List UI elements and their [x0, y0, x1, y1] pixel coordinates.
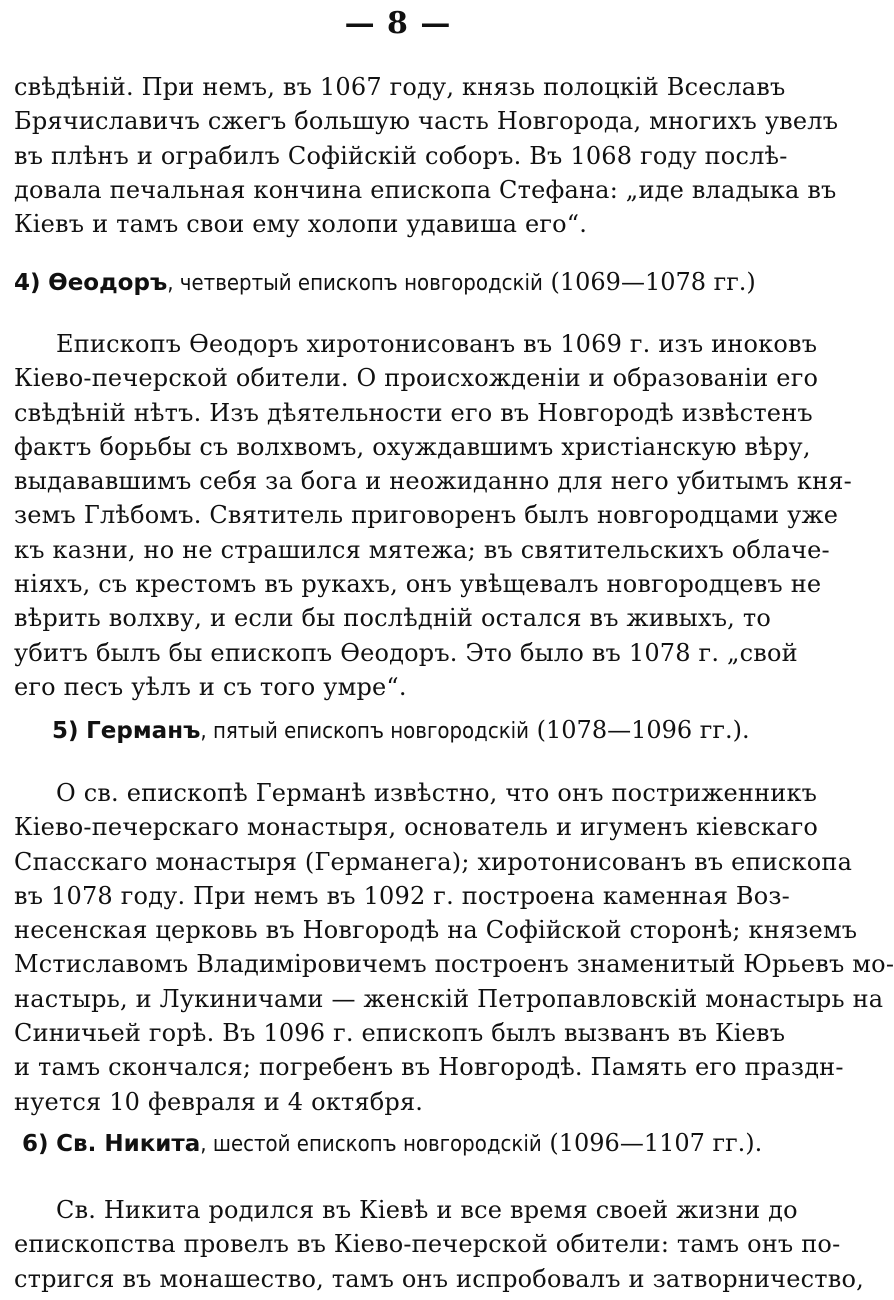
text-line: въ плѣнъ и ограбилъ Софійскій соборъ. Въ 1068 году послѣ-: [14, 141, 788, 170]
text-line: Брячиславичъ сжегъ большую часть Новгорода, многихъ увелъ: [14, 107, 839, 136]
text-line: Кіево-печерской обители. О происхожденіи и образованіи его: [14, 364, 819, 393]
paragraph-german: [14, 776, 894, 1119]
paragraph-nikita: [14, 1193, 864, 1296]
text-line: епископства провелъ въ Кіево-печерской обители: тамъ онъ по-: [14, 1230, 841, 1259]
text-line: Кіевъ и тамъ свои ему холопи удавиша его“.: [14, 210, 588, 239]
bishop-years: (1078—1096 гг.).: [536, 716, 750, 744]
text-line: свѣдѣній. При немъ, въ 1067 году, князь полоцкій Всеславъ: [14, 73, 786, 101]
text-line: стригся въ монашество, тамъ онъ испробовалъ и затворничество,: [14, 1264, 864, 1293]
bishop-years: (1096—1107 гг.).: [549, 1129, 763, 1157]
text-line: довала печальная кончина епископа Стефана: „иде владыка въ: [14, 175, 837, 204]
bishop-title: , шестой епископъ новгородскій: [200, 1132, 542, 1157]
text-line: земъ Глѣбомъ. Святитель приговоренъ былъ новгородцами уже: [14, 501, 839, 530]
text-line: настырь, и Лукиничами — женскій Петропавловскій монастырь на: [14, 984, 884, 1013]
section-heading-german: [52, 713, 820, 749]
text-line: несенская церковь въ Новгородѣ на Софійской сторонѣ; княземъ: [14, 916, 858, 945]
text-line: нуется 10 февраля и 4 октября.: [14, 1087, 424, 1116]
text-line: въ 1078 году. При немъ въ 1092 г. построена каменная Воз-: [14, 881, 790, 910]
bishop-years: (1069—1078 гг.): [550, 268, 756, 296]
text-line: ніяхъ, съ крестомъ въ рукахъ, онъ увѣщевалъ новгородцевъ не: [14, 570, 822, 599]
section-heading-feodor: [14, 265, 782, 301]
section-number: 4): [14, 270, 41, 296]
paragraph-continuation: [14, 70, 839, 241]
bishop-title: , четвертый епископъ новгородскій: [167, 271, 543, 296]
bishop-name: Германъ: [86, 718, 201, 744]
text-line: его песъ уѣлъ и съ того умре“.: [14, 672, 407, 701]
bishop-name: Св. Никита: [56, 1131, 201, 1157]
section-number: 5): [52, 718, 79, 744]
text-line: вѣрить волхву, и если бы послѣдній остался въ живыхъ, то: [14, 604, 771, 633]
text-line: Синичьей горѣ. Въ 1096 г. епископъ былъ вызванъ въ Кіевъ: [14, 1019, 786, 1048]
section-heading-nikita: [22, 1126, 790, 1162]
paragraph-feodor: [14, 327, 852, 704]
text-line: убитъ былъ бы епископъ Ѳеодоръ. Это было въ 1078 г. „свой: [14, 638, 798, 667]
text-line: и тамъ скончался; погребенъ въ Новгородѣ. Память его праздн-: [14, 1053, 844, 1082]
text-line: О св. епископѣ Германѣ извѣстно, что онъ постриженникъ: [56, 779, 818, 807]
text-line: къ казни, но не страшился мятежа; въ святительскихъ облаче-: [14, 535, 830, 564]
text-line: Мстиславомъ Владиміровичемъ построенъ знаменитый Юрьевъ мо-: [14, 950, 894, 979]
section-number: 6): [22, 1131, 49, 1157]
page-number: — 8 —: [344, 6, 452, 41]
text-line: фактъ борьбы съ волхвомъ, охуждавшимъ христіанскую вѣру,: [14, 432, 811, 461]
bishop-name: Ѳеодоръ: [48, 270, 168, 296]
text-line: Спасскаго монастыря (Германега); хиротонисованъ въ епископа: [14, 847, 853, 876]
bishop-title: , пятый епископъ новгородскій: [200, 719, 530, 744]
text-line: свѣдѣній нѣтъ. Изъ дѣятельности его въ Новгородѣ извѣстенъ: [14, 398, 813, 427]
text-line: Кіево-печерскаго монастыря, основатель и игуменъ кіевскаго: [14, 813, 818, 842]
text-line: Св. Никита родился въ Кіевѣ и все время своей жизни до: [56, 1196, 798, 1224]
text-line: Епископъ Ѳеодоръ хиротонисованъ въ 1069 г. изъ иноковъ: [56, 330, 818, 358]
text-line: выдававшимъ себя за бога и неожиданно для него убитымъ кня-: [14, 467, 852, 496]
